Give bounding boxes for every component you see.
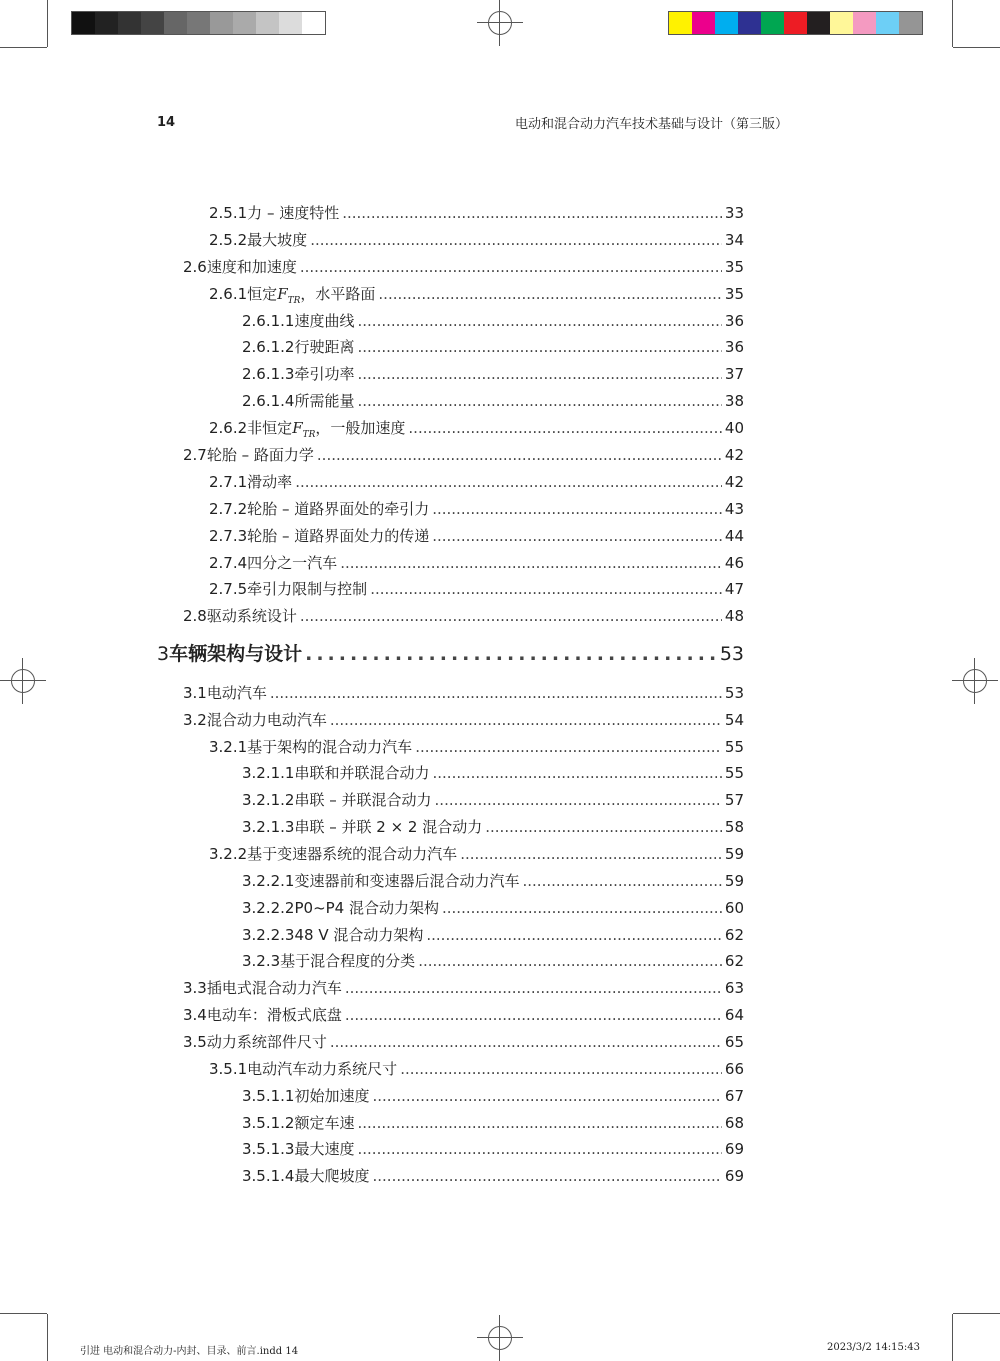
toc-leader-dots <box>435 790 722 810</box>
registration-mark-right <box>952 658 998 704</box>
toc-entry[interactable] <box>242 391 744 413</box>
toc-entry[interactable] <box>183 710 744 732</box>
toc-page-number: 64 <box>724 1006 744 1024</box>
toc-entry[interactable] <box>242 790 744 812</box>
toc-entry-number: 3.5.1.3 <box>242 1140 295 1158</box>
toc-entry[interactable] <box>242 1113 744 1135</box>
toc-entry-number: 3.1 <box>183 684 207 702</box>
toc-entry[interactable] <box>209 1059 744 1081</box>
toc-entry-number: 2.6.1.3 <box>242 365 295 383</box>
toc-entry-number: 3.2.2.1 <box>242 872 295 890</box>
toc-entry-title: 轮胎 – 道路界面处的牵引力 <box>247 500 430 518</box>
toc-leader-dots <box>358 311 722 331</box>
toc-entry[interactable] <box>242 871 744 893</box>
toc-entry-number: 3.5.1.1 <box>242 1087 295 1105</box>
toc-entry-title: 轮胎 – 道路界面处力的传递 <box>247 527 430 545</box>
toc-entry-title: 基于架构的混合动力汽车 <box>247 738 413 756</box>
toc-entry[interactable] <box>209 472 744 494</box>
toc-entry[interactable] <box>242 951 744 973</box>
toc-entry[interactable] <box>242 364 744 386</box>
toc-page-number: 53 <box>719 643 744 665</box>
toc-entry-title: 最大速度 <box>294 1140 355 1158</box>
toc-leader-dots <box>523 871 722 891</box>
toc-leader-dots <box>426 925 722 945</box>
toc-entry-title: 非恒定$F_{TR}$，一般加速度 <box>247 419 406 440</box>
toc-entry-title: 力 – 速度特性 <box>247 204 340 222</box>
toc-entry[interactable] <box>209 579 744 601</box>
toc-entry[interactable] <box>242 925 744 947</box>
toc-page-number: 36 <box>724 312 744 330</box>
toc-leader-dots <box>418 951 722 971</box>
toc-entry-title: 牵引力限制与控制 <box>247 580 368 598</box>
toc-entry-title: 速度曲线 <box>294 312 355 330</box>
toc-leader-dots <box>295 472 722 492</box>
toc-entry-title: 混合动力电动汽车 <box>206 711 327 729</box>
file-info: 引进 电动和混合动力-内封、目录、前言.indd 14 <box>80 1346 299 1357</box>
toc-page-number: 47 <box>724 580 744 598</box>
toc-page-number: 55 <box>724 738 744 756</box>
toc-leader-dots <box>432 526 722 546</box>
toc-entry-number: 3.5.1 <box>209 1060 248 1078</box>
toc-entry-title: 初始加速度 <box>294 1087 370 1105</box>
toc-page-number: 69 <box>724 1140 744 1158</box>
toc-leader-dots <box>317 445 722 465</box>
toc-entry[interactable] <box>242 337 744 359</box>
toc-leader-dots <box>342 203 722 223</box>
toc-page-number: 37 <box>724 365 744 383</box>
toc-leader-dots <box>485 817 722 837</box>
toc-page-number: 36 <box>724 338 744 356</box>
toc-entry-title: 电动车：滑板式底盘 <box>206 1006 342 1024</box>
toc-page-number: 60 <box>724 899 744 917</box>
toc-entry-number: 3.3 <box>183 979 207 997</box>
toc-entry-number: 3.2.2.3 <box>242 926 295 944</box>
toc-chapter-entry[interactable] <box>157 644 744 670</box>
toc-entry[interactable] <box>183 257 744 279</box>
toc-entry-title: 恒定$F_{TR}$，水平路面 <box>247 285 376 306</box>
toc-entry-title: 滑动率 <box>247 473 293 491</box>
toc-entry[interactable] <box>209 844 744 866</box>
toc-entry-number: 2.6.1 <box>209 285 248 303</box>
toc-entry-number: 3.5 <box>183 1033 207 1051</box>
toc-entry-number: 2.7.4 <box>209 554 248 572</box>
toc-entry-number: 3.2.1.2 <box>242 791 295 809</box>
toc-page-number: 65 <box>724 1033 744 1051</box>
toc-leader-dots <box>370 579 722 599</box>
toc-entry-title: 串联和并联混合动力 <box>294 764 430 782</box>
toc-entry-title: 串联 – 并联 2 × 2 混合动力 <box>294 818 483 836</box>
toc-page-number: 69 <box>724 1167 744 1185</box>
toc-leader-dots <box>300 606 722 626</box>
print-timestamp: 2023/3/2 14:15:43 <box>826 1342 920 1353</box>
page-number: 14 <box>157 115 176 130</box>
toc-entry[interactable] <box>183 683 744 705</box>
toc-leader-dots <box>358 1139 722 1159</box>
toc-leader-dots <box>345 978 722 998</box>
toc-leader-dots <box>345 1005 722 1025</box>
toc-entry[interactable] <box>183 1005 744 1027</box>
toc-entry-number: 2.6.1.2 <box>242 338 295 356</box>
toc-entry[interactable] <box>209 499 744 521</box>
toc-entry-title: 插电式混合动力汽车 <box>206 979 342 997</box>
toc-page-number: 62 <box>724 952 744 970</box>
toc-page-number: 62 <box>724 926 744 944</box>
toc-entry-title: 速度和加速度 <box>206 258 297 276</box>
toc-page-number: 54 <box>724 711 744 729</box>
toc-page-number: 34 <box>724 231 744 249</box>
toc-entry-title: 最大坡度 <box>247 231 308 249</box>
toc-page-number: 57 <box>724 791 744 809</box>
toc-entry[interactable] <box>183 978 744 1000</box>
toc-entry-number: 2.7.3 <box>209 527 248 545</box>
color-bar-frame <box>668 11 923 35</box>
toc-entry-title: 最大爬坡度 <box>294 1167 370 1185</box>
toc-entry-number: 2.5.2 <box>209 231 248 249</box>
toc-leader-dots <box>330 710 722 730</box>
toc-entry-number: 2.6.1.4 <box>242 392 295 410</box>
toc-leader-dots <box>432 499 722 519</box>
toc-entry-number: 3.2.1.3 <box>242 818 295 836</box>
toc-leader-dots <box>460 844 722 864</box>
toc-entry[interactable] <box>209 230 744 252</box>
toc-page-number: 38 <box>724 392 744 410</box>
registration-mark-left <box>0 658 46 704</box>
toc-leader-dots <box>300 257 722 277</box>
toc-entry-title: 牵引功率 <box>294 365 355 383</box>
toc-entry[interactable] <box>183 445 744 467</box>
toc-entry-number: 3.2.2 <box>209 845 248 863</box>
toc-entry-number: 2.6.1.1 <box>242 312 295 330</box>
toc-entry-number: 2.6 <box>183 258 207 276</box>
book-title: 电动和混合动力汽车技术基础与设计（第三版） <box>514 117 788 132</box>
toc-page-number: 67 <box>724 1087 744 1105</box>
toc-page-number: 35 <box>724 285 744 303</box>
toc-page-number: 42 <box>724 446 744 464</box>
toc-entry-title: 所需能量 <box>294 392 355 410</box>
toc-page-number: 43 <box>724 500 744 518</box>
toc-entry-number: 3 <box>157 643 170 665</box>
toc-page-number: 35 <box>724 258 744 276</box>
math-variable: $F_{TR}$ <box>292 419 316 440</box>
toc-page-number: 55 <box>724 764 744 782</box>
toc-leader-dots <box>340 553 722 573</box>
toc-entry[interactable] <box>242 898 744 920</box>
toc-entry[interactable] <box>209 203 744 225</box>
toc-entry-title: 轮胎 – 路面力学 <box>206 446 314 464</box>
registration-mark-bottom <box>477 1315 523 1361</box>
toc-entry-number: 2.7.1 <box>209 473 248 491</box>
toc-entry-number: 2.7.5 <box>209 580 248 598</box>
toc-entry-number: 2.7 <box>183 446 207 464</box>
toc-leader-dots <box>358 364 722 384</box>
toc-entry[interactable] <box>209 284 744 306</box>
toc-entry[interactable] <box>209 737 744 759</box>
toc-page-number: 59 <box>724 845 744 863</box>
toc-page-number: 66 <box>724 1060 744 1078</box>
toc-entry-title: 额定车速 <box>294 1114 355 1132</box>
toc-leader-dots <box>358 391 722 411</box>
toc-leader-dots <box>433 763 722 783</box>
toc-entry-number: 2.6.2 <box>209 419 248 437</box>
toc-entry-number: 3.2.1.1 <box>242 764 295 782</box>
toc-entry[interactable] <box>209 418 744 440</box>
toc-entry-title: 电动汽车 <box>206 684 267 702</box>
toc-leader-dots <box>358 1113 722 1133</box>
toc-leader-dots <box>408 418 722 438</box>
toc-entry-title: 行驶距离 <box>294 338 355 356</box>
toc-entry-number: 3.5.1.2 <box>242 1114 295 1132</box>
toc-page-number: 46 <box>724 554 744 572</box>
toc-entry-title: 基于变速器系统的混合动力汽车 <box>247 845 458 863</box>
toc-entry-title: 动力系统部件尺寸 <box>206 1033 327 1051</box>
toc-leader-dots <box>373 1086 722 1106</box>
toc-entry-title: 48 V 混合动力架构 <box>294 926 424 944</box>
toc-page-number: 40 <box>724 419 744 437</box>
toc-leader-dots <box>270 683 722 703</box>
math-variable: $F_{TR}$ <box>277 285 301 306</box>
toc-entry-number: 3.5.1.4 <box>242 1167 295 1185</box>
toc-entry[interactable] <box>242 763 744 785</box>
toc-leader-dots <box>378 284 722 304</box>
toc-page-number: 58 <box>724 818 744 836</box>
toc-entry[interactable] <box>183 606 744 628</box>
toc-entry-title: 变速器前和变速器后混合动力汽车 <box>294 872 520 890</box>
toc-page-number: 42 <box>724 473 744 491</box>
toc-entry-number: 3.2.3 <box>242 952 281 970</box>
registration-mark-top <box>477 0 523 46</box>
toc-entry-number: 2.5.1 <box>209 204 248 222</box>
toc-leader-dots <box>373 1166 722 1186</box>
toc-entry[interactable] <box>209 553 744 575</box>
toc-leader-dots <box>400 1059 722 1079</box>
toc-entry-number: 3.4 <box>183 1006 207 1024</box>
toc-leader-dots <box>358 337 722 357</box>
color-bar-frame <box>71 11 326 35</box>
toc-leader-dots <box>305 644 717 664</box>
toc-leader-dots <box>330 1032 722 1052</box>
toc-leader-dots <box>415 737 722 757</box>
toc-entry[interactable] <box>242 817 744 839</box>
toc-page-number: 53 <box>724 684 744 702</box>
toc-page-number: 44 <box>724 527 744 545</box>
toc-entry[interactable] <box>242 1139 744 1161</box>
toc-entry-title: 电动汽车动力系统尺寸 <box>247 1060 398 1078</box>
toc-entry[interactable] <box>242 311 744 333</box>
toc-entry[interactable] <box>242 1086 744 1108</box>
toc-page-number: 33 <box>724 204 744 222</box>
toc-entry[interactable] <box>242 1166 744 1188</box>
toc-entry[interactable] <box>209 526 744 548</box>
toc-entry[interactable] <box>183 1032 744 1054</box>
toc-entry-number: 2.7.2 <box>209 500 248 518</box>
toc-page-number: 63 <box>724 979 744 997</box>
toc-entry-title: 基于混合程度的分类 <box>280 952 416 970</box>
toc-entry-title: 车辆架构与设计 <box>169 643 303 665</box>
toc-entry-title: P0~P4 混合动力架构 <box>294 899 439 917</box>
toc-entry-number: 2.8 <box>183 607 207 625</box>
toc-leader-dots <box>442 898 722 918</box>
toc-page-number: 68 <box>724 1114 744 1132</box>
toc-page-number: 59 <box>724 872 744 890</box>
toc-leader-dots <box>310 230 722 250</box>
toc-page-number: 48 <box>724 607 744 625</box>
toc-entry-number: 3.2.1 <box>209 738 248 756</box>
toc-entry-number: 3.2 <box>183 711 207 729</box>
toc-entry-title: 驱动系统设计 <box>206 607 297 625</box>
toc-entry-title: 串联 – 并联混合动力 <box>294 791 432 809</box>
toc-entry-title: 四分之一汽车 <box>247 554 338 572</box>
toc-entry-number: 3.2.2.2 <box>242 899 295 917</box>
